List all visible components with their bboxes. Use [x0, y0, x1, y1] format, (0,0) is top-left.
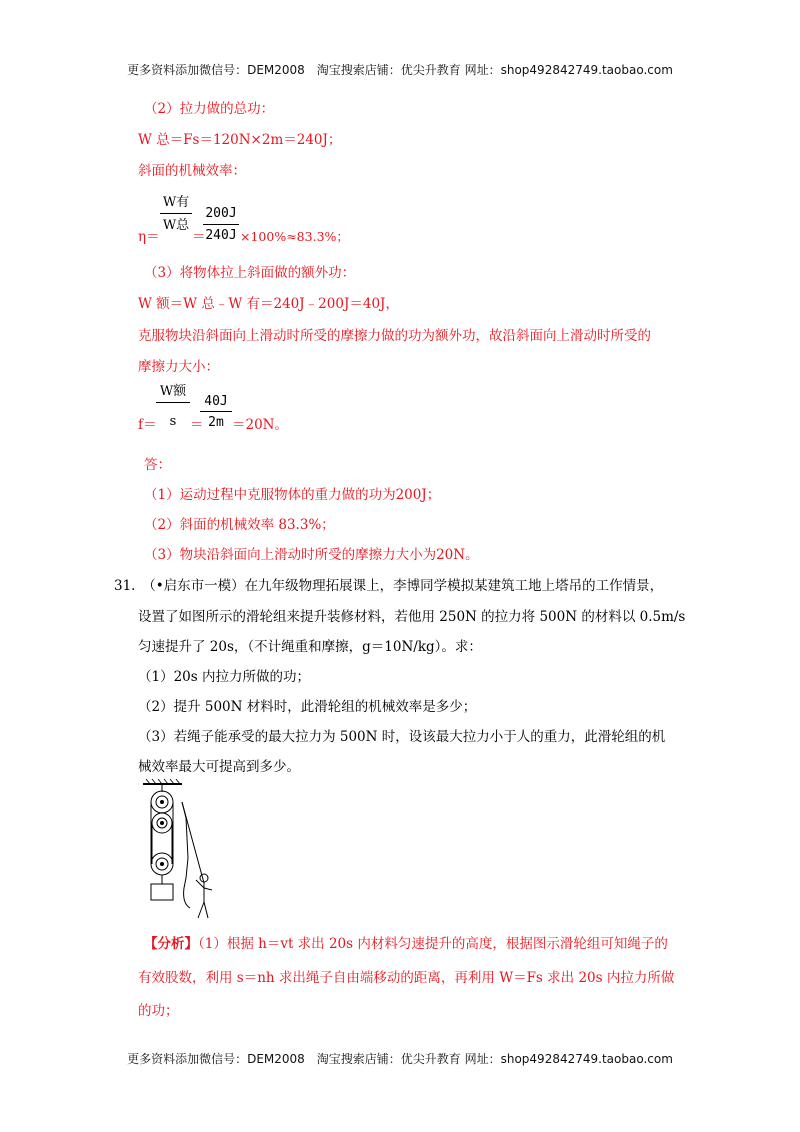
solution-line: （2）拉力做的总功：	[144, 101, 275, 117]
analysis-text: （1）根据 h＝vt 求出 20s 内材料匀速提升的高度，根据图示滑轮组可知绳子的	[198, 936, 668, 952]
fraction-numerator: W有	[162, 195, 190, 210]
formula-prefix: f＝	[138, 417, 157, 433]
analysis-tag: 【分析】	[144, 936, 198, 952]
fraction-denominator: s	[169, 414, 177, 429]
solution-line: 摩擦力大小：	[138, 359, 219, 375]
fraction-numerator: 40J	[204, 394, 228, 409]
answer-line: （3）物块沿斜面向上滑动时所受的摩擦力大小为20N。	[144, 547, 479, 563]
solution-line: 斜面的机械效率：	[138, 163, 246, 179]
fraction-denominator: 2m	[208, 415, 224, 430]
fraction-numerator: 200J	[205, 206, 237, 221]
question-line: 31. （•启东市一模）在九年级物理拓展课上，李博同学模拟某建筑工地上塔吊的工作情景，	[114, 578, 664, 594]
fraction-bar	[200, 411, 232, 412]
question-item: （1）20s 内拉力所做的功；	[138, 669, 310, 685]
equals-sign: ＝	[190, 417, 204, 433]
fraction-numerator: W额	[159, 384, 187, 399]
question-line: 匀速提升了 20s，（不计绳重和摩擦，g＝10N/kg）。求：	[138, 639, 482, 655]
analysis-line: 有效股数，利用 s＝nh 求出绳子自由端移动的距离，再利用 W＝Fs 求出 20s 内拉力所做	[138, 970, 675, 986]
page-header: 更多资料添加微信号：DEM2008 淘宝搜索店铺：优尖升教育 网址：shop492842749.taobao.com	[127, 63, 673, 77]
fraction-bar	[160, 213, 192, 214]
page-footer: 更多资料添加微信号：DEM2008 淘宝搜索店铺：优尖升教育 网址：shop492842749.taobao.com	[127, 1052, 673, 1066]
analysis-line	[144, 935, 668, 953]
solution-line: W 额＝W 总﹣W 有＝240J﹣200J＝40J，	[138, 296, 399, 312]
solution-line: 克服物块沿斜面向上滑动时所受的摩擦力做的功为额外功，故沿斜面向上滑动时所受的	[138, 328, 651, 344]
fraction-bar	[156, 402, 190, 403]
question-line: 设置了如图所示的滑轮组来提升装修材料，若他用 250N 的拉力将 500N 的材料以 0.5m/s	[138, 609, 686, 625]
answer-heading: 答：	[144, 457, 171, 473]
analysis-line: 的功；	[138, 1003, 179, 1019]
equals-sign: ＝	[192, 229, 206, 245]
answer-line: （2）斜面的机械效率 83.3%；	[144, 517, 335, 533]
question-item: 械效率最大可提高到多少。	[138, 759, 300, 775]
solution-line: （3）将物体拉上斜面做的额外功：	[144, 265, 356, 281]
question-item: （2）提升 500N 材料时，此滑轮组的机械效率是多少；	[138, 699, 477, 715]
solution-line: W 总＝Fs＝120N×2m＝240J；	[138, 132, 342, 148]
fraction-bar	[203, 224, 239, 225]
fraction-denominator: 240J	[205, 228, 237, 243]
question-item: （3）若绳子能承受的最大拉力为 500N 时，设该最大拉力小于人的重力，此滑轮组的机	[138, 729, 666, 745]
pulley-system-diagram	[138, 778, 228, 923]
answer-line: （1）运动过程中克服物体的重力做的功为200J；	[144, 487, 441, 503]
fraction-denominator: W总	[162, 218, 190, 233]
formula-suffix: ×100%≈83.3%；	[240, 229, 349, 244]
formula-prefix: η＝	[138, 229, 160, 245]
formula-suffix: ＝20N。	[232, 417, 288, 433]
